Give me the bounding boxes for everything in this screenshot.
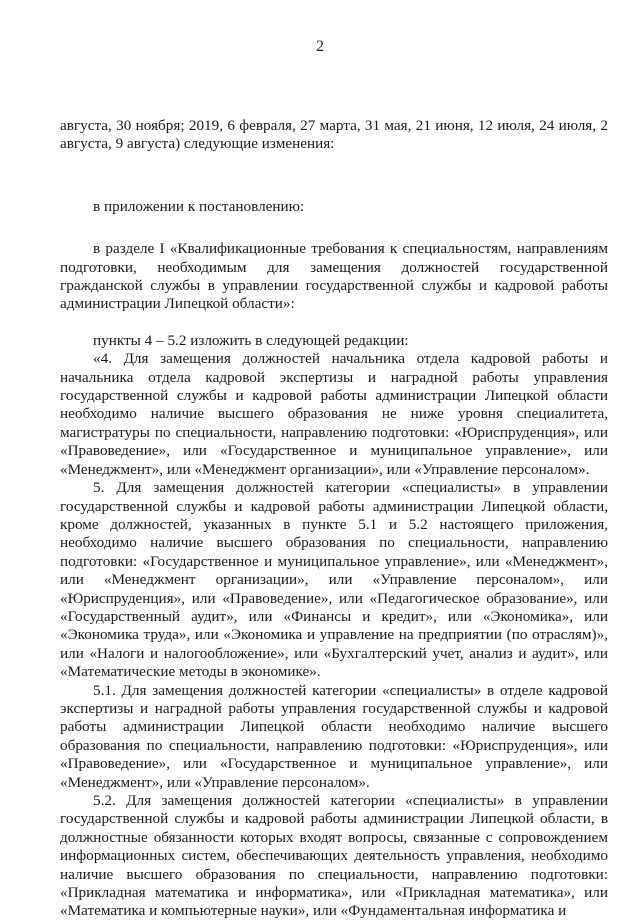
paragraph-item-4: «4. Для замещения должностей начальника отдела кадровой работы и начальника отдела кадровой экспертизы и наградной работы управления государственной службы и кадровой работы администрации Липецкой области необходимо наличие высшего образования не ниже уровня специалитета, магистратуры по специальности, направлению подготовки: «Юриспруденция», или «Правоведение», или «Государственное и муниципальное управление», или «Менеджмент», или «Менеджмент организации», или «Управление персоналом». bbox=[60, 350, 608, 478]
paragraph-amendment-dates: августа, 30 ноября; 2019, 6 февраля, 27 марта, 31 мая, 21 июня, 12 июля, 24 июля, 2 августа, 9 августа) следующие изменения: bbox=[60, 117, 608, 153]
paragraph-annex-intro: в приложении к постановлению: bbox=[93, 197, 305, 215]
paragraph-item-5: 5. Для замещения должностей категории «специалисты» в управлении государственной службы и кадровой работы администрации Липецкой области, кроме должностей, указанных в пункте 5.1 и 5.2 настоящего приложения, необходимо наличие высшего образования по специальности, направлению подготовки: «Государственное и муниципальное управление», или «Менеджмент», или «Менеджмент организации», или «Управление персоналом», или «Юриспруденция», или «Правоведение», или «Педагогическое образование», или «Государственный аудит», или «Финансы и кредит», или «Экономика», или «Экономика труда», или «Экономика и управление на предприятии (по отраслям)», или «Налоги и налогообложение», или «Бухгалтерский учет, анализ и аудит», или «Математические методы в экономике». bbox=[60, 479, 608, 681]
paragraph-item-5-2: 5.2. Для замещения должностей категории «специалисты» в управлении государственной службы и кадровой работы администрации Липецкой области, в должностные обязанности которых входят вопросы, связанные с сопровождением информационных систем, обеспечивающих деятельность управления, необходимо наличие высшего образования по специальности, направлению подготовки: «Прикладная математика и информатика», или «Прикладная математика», или «Математика и компьютерные науки», или «Фундаментальная информатика и bbox=[60, 792, 608, 920]
paragraph-item-5-1: 5.1. Для замещения должностей категории «специалисты» в отделе кадровой экспертизы и наградной работы управления государственной службы и кадровой работы администрации Липецкой области необходимо наличие высшего образования по специальности, направлению подготовки: «Юриспруденция», или «Правоведение», или «Государственное и муниципальное управление», или «Менеджмент», или «Управление персоналом». bbox=[60, 681, 608, 791]
page-number: 2 bbox=[316, 38, 324, 55]
document-body bbox=[60, 117, 608, 921]
paragraph-section-one: в разделе I «Квалификационные требования к специальностям, направлениям подготовки, необходимым для замещения должностей государственной гражданской службы в управлении государственной службы и кадровой работы администрации Липецкой области»: bbox=[60, 240, 608, 313]
paragraph-items-intro: пункты 4 – 5.2 изложить в следующей редакции: bbox=[93, 331, 409, 349]
